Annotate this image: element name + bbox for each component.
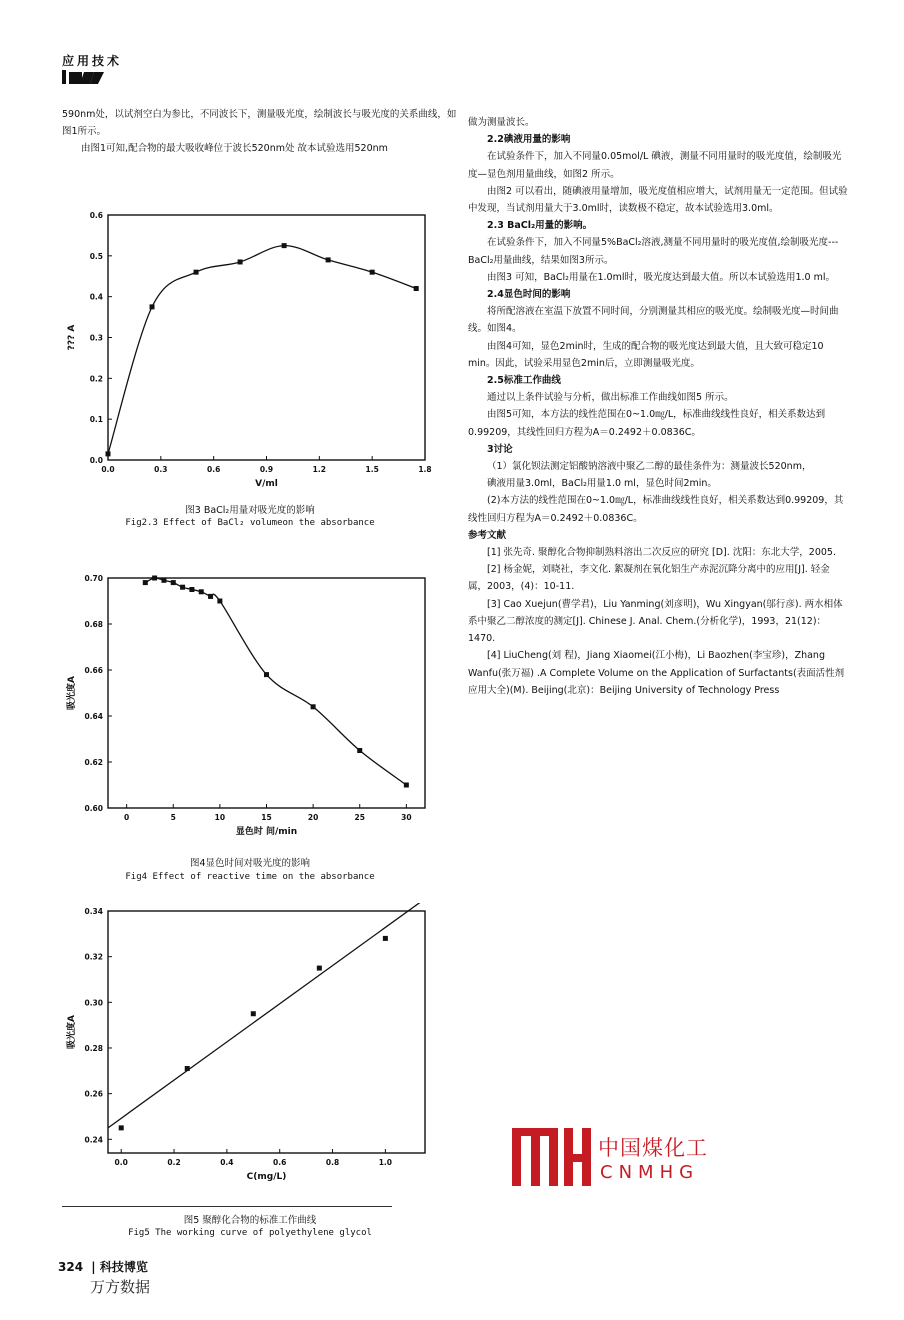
x-tick-label: 1.8 bbox=[418, 465, 432, 474]
data-point bbox=[238, 259, 243, 264]
x-tick-label: 0.0 bbox=[101, 465, 115, 474]
x-axis-label: C(mg/L) bbox=[246, 1172, 287, 1182]
y-tick-label: 0.64 bbox=[84, 712, 103, 721]
fig4-caption-cn: 图4显色时间对吸光度的影响 bbox=[189, 858, 311, 869]
y-tick-label: 0.0 bbox=[89, 456, 103, 465]
divider bbox=[62, 1206, 392, 1207]
x-tick-label: 15 bbox=[261, 813, 272, 822]
x-tick-label: 1.0 bbox=[378, 1158, 393, 1167]
data-point bbox=[119, 1125, 124, 1130]
y-tick-label: 0.1 bbox=[89, 415, 103, 425]
y-axis-label: ??? A bbox=[67, 324, 77, 351]
paragraph: 590nm处，以试剂空白为参比，不同波长下，测量吸光度，绘制波长与吸光度的关系曲线，如图1所示。 bbox=[62, 109, 457, 138]
data-point bbox=[189, 587, 194, 592]
section-heading: 2.3 BaCl₂用量的影响。 bbox=[487, 220, 593, 232]
series-line bbox=[108, 246, 416, 454]
section-heading: 2.4显色时间的影响 bbox=[487, 289, 571, 301]
x-axis-label: 显色时 间/min bbox=[235, 827, 298, 837]
data-point bbox=[106, 451, 111, 456]
x-axis-label: V/ml bbox=[255, 479, 278, 489]
data-point bbox=[217, 599, 222, 604]
y-tick-label: 0.24 bbox=[84, 1135, 103, 1145]
paragraph: 由图5可知，本方法的线性范围在0~1.0㎎/L，标准曲线线性良好，相关系数达到0.99209，其线性回归方程为A＝0.2492＋0.0836C。 bbox=[468, 409, 826, 438]
data-point bbox=[185, 1066, 190, 1071]
fig3-chart bbox=[50, 195, 440, 500]
paragraph: 由图2 可以看出，随碘液用量增加，吸光度值相应增大，试剂用量无一定范围。但试验中发现，当试剂用量大于3.0ml时，读数极不稳定，故本试验选用3.0ml。 bbox=[468, 185, 848, 215]
y-tick-label: 0.4 bbox=[89, 292, 103, 302]
paragraph: 将所配溶液在室温下放置不同时间，分别测量其相应的吸光度。绘制吸光度—时间曲线。如图4。 bbox=[468, 306, 839, 335]
data-point bbox=[370, 270, 375, 275]
data-point bbox=[194, 270, 199, 275]
reference-item: [1] 张先奇. 聚醇化合物抑制熟料溶出二次反应的研究 [D]. 沈阳：东北大学，2005. bbox=[487, 547, 837, 559]
y-axis-label: 吸光度A bbox=[67, 676, 77, 710]
x-tick-label: 0.8 bbox=[325, 1158, 340, 1167]
watermark-text: 万方数据 bbox=[90, 1278, 151, 1296]
y-tick-label: 0.3 bbox=[89, 333, 103, 343]
publisher-name-en: CNMHG bbox=[600, 1162, 700, 1183]
plot-frame bbox=[108, 911, 425, 1153]
data-point bbox=[161, 578, 166, 583]
data-point bbox=[152, 576, 157, 581]
y-tick-label: 0.26 bbox=[84, 1089, 103, 1099]
paragraph: 碘液用量3.0ml，BaCl₂用量1.0 ml，显色时间2min。 bbox=[487, 478, 717, 490]
data-point bbox=[326, 257, 331, 262]
paragraph: 由图3 可知，BaCl₂用量在1.0ml时，吸光度达到最大值。所以本试验选用1.0 ml。 bbox=[487, 271, 836, 283]
fig5-chart bbox=[50, 903, 440, 1203]
x-tick-label: 0.3 bbox=[154, 465, 168, 474]
x-tick-label: 5 bbox=[170, 813, 176, 822]
paragraph: (2)本方法的线性范围在0~1.0㎎/L，标准曲线线性良好，相关系数达到0.99209，其线性回归方程为A＝0.2492＋0.0836C。 bbox=[468, 495, 844, 524]
data-point bbox=[171, 580, 176, 585]
data-point bbox=[150, 304, 155, 309]
paragraph: 在试验条件下，加入不同量0.05mol/L 碘液，测量不同用量时的吸光度值，绘制吸光度—显色剂用量曲线，如图2 所示。 bbox=[468, 151, 842, 180]
x-tick-label: 20 bbox=[307, 813, 319, 822]
reference-item: [3] Cao Xuejun(曹学君)，Liu Yanming(刘彦明)，Wu Xingyan(邬行彦). 两水相体系中聚乙二醇浓度的测定[J]. Chinese J. Anal. Chem.(分析化学)，1993，21(12)：1470. bbox=[468, 598, 843, 645]
y-tick-label: 0.32 bbox=[84, 952, 103, 962]
y-tick-label: 0.68 bbox=[84, 620, 103, 629]
y-tick-label: 0.34 bbox=[84, 907, 103, 916]
x-tick-label: 10 bbox=[214, 813, 226, 822]
paragraph: 在试验条件下，加入不同量5%BaCl₂溶液,测量不同用量时的吸光度值,绘制吸光度---BaCl₂用量曲线，结果如图3所示。 bbox=[468, 237, 839, 266]
journal-logo-mark bbox=[62, 70, 106, 84]
regression-line bbox=[108, 903, 425, 1128]
data-point bbox=[383, 936, 388, 941]
data-point bbox=[208, 594, 213, 599]
fig4-chart bbox=[50, 568, 440, 852]
journal-name: 科技博览 bbox=[99, 1260, 148, 1274]
y-tick-label: 0.2 bbox=[89, 374, 103, 384]
plot-frame bbox=[108, 215, 425, 460]
page-footer: 324 | 科技博览 bbox=[58, 1260, 148, 1274]
data-point bbox=[180, 585, 185, 590]
left-column-text bbox=[62, 106, 458, 158]
x-tick-label: 0.6 bbox=[207, 465, 221, 474]
y-axis-label: 吸光度A bbox=[67, 1015, 77, 1049]
reference-item: [4] LiuCheng(刘 程)，Jiang Xiaomei(江小梅)，Li Baozhen(李宝珍)，Zhang Wanfu(张万福) .A Complete Volume on the Application of Surfactants(表面活性剂应用大全)(M). Beijing(北京)：Beijing University of Technology Press bbox=[468, 650, 845, 696]
fig4-caption-en: Fig4 Effect of reactive time on the absorbance bbox=[125, 872, 375, 882]
x-tick-label: 1.5 bbox=[365, 465, 379, 474]
section-heading: 2.5标准工作曲线 bbox=[487, 375, 561, 387]
section-heading: 3讨论 bbox=[487, 443, 513, 455]
x-tick-label: 1.2 bbox=[312, 465, 326, 474]
data-point bbox=[414, 286, 419, 291]
fig3-caption-cn: 图3 BaCl₂用量对吸光度的影响 bbox=[185, 505, 315, 516]
y-tick-label: 0.30 bbox=[84, 998, 103, 1008]
fig5-caption-en: Fig5 The working curve of polyethylene glycol bbox=[128, 1228, 372, 1238]
x-tick-label: 25 bbox=[354, 813, 365, 822]
paragraph: 由图1可知,配合物的最大吸收峰位于波长520nm处 故本试验选用520nm bbox=[81, 143, 388, 155]
x-tick-label: 0.6 bbox=[273, 1158, 287, 1167]
paragraph: 通过以上条件试验与分析，做出标准工作曲线如图5 所示。 bbox=[487, 392, 734, 404]
reference-item: [2] 杨金妮，刘晓社，李文化. 絮凝剂在氧化铝生产赤泥沉降分离中的应用[J]. 轻金属，2003，(4)：10-11. bbox=[468, 564, 830, 593]
section-title: 应用技术 bbox=[62, 54, 123, 68]
y-tick-label: 0.28 bbox=[84, 1043, 103, 1053]
x-tick-label: 0.2 bbox=[167, 1158, 181, 1167]
references-heading: 参考文献 bbox=[468, 529, 507, 541]
fig5-caption-cn: 图5 聚醇化合物的标准工作曲线 bbox=[183, 1215, 317, 1226]
data-point bbox=[282, 243, 287, 248]
paragraph: 由图4可知，显色2min时，生成的配合物的吸光度达到最大值，且大致可稳定10 min。因此，试验采用显色2min后，立即测量吸光度。 bbox=[468, 340, 824, 369]
y-tick-label: 0.60 bbox=[84, 804, 103, 813]
data-point bbox=[404, 783, 409, 788]
x-tick-label: 30 bbox=[401, 813, 412, 822]
page-number: 324 bbox=[58, 1260, 84, 1274]
series-line bbox=[145, 578, 406, 785]
paragraph: 做为测量波长。 bbox=[468, 117, 535, 128]
y-tick-label: 0.66 bbox=[84, 666, 103, 675]
data-point bbox=[357, 748, 362, 753]
section-heading: 2.2碘液用量的影响 bbox=[487, 134, 571, 146]
data-point bbox=[251, 1011, 256, 1016]
data-point bbox=[311, 704, 316, 709]
paragraph: （1）氯化钡法测定铝酸钠溶液中聚乙二醇的最佳条件为：测量波长520nm， bbox=[487, 461, 812, 473]
fig3-caption-en: Fig2.3 Effect of BaCl₂ volumeon the absorbance bbox=[125, 518, 375, 528]
x-tick-label: 0.4 bbox=[220, 1158, 234, 1167]
publisher-name-cn: 中国煤化工 bbox=[598, 1136, 708, 1160]
x-tick-label: 0 bbox=[124, 813, 130, 822]
data-point bbox=[143, 580, 148, 585]
publisher-logo-icon bbox=[512, 1128, 592, 1186]
y-tick-label: 0.70 bbox=[84, 574, 103, 583]
y-tick-label: 0.62 bbox=[84, 758, 103, 767]
y-tick-label: 0.5 bbox=[89, 251, 103, 261]
x-tick-label: 0.9 bbox=[259, 465, 274, 474]
data-point bbox=[199, 589, 204, 594]
y-tick-label: 0.6 bbox=[89, 211, 103, 220]
data-point bbox=[264, 672, 269, 677]
x-tick-label: 0.0 bbox=[114, 1158, 128, 1167]
plot-frame bbox=[108, 578, 425, 808]
data-point bbox=[317, 966, 322, 971]
right-column-text bbox=[468, 114, 848, 699]
